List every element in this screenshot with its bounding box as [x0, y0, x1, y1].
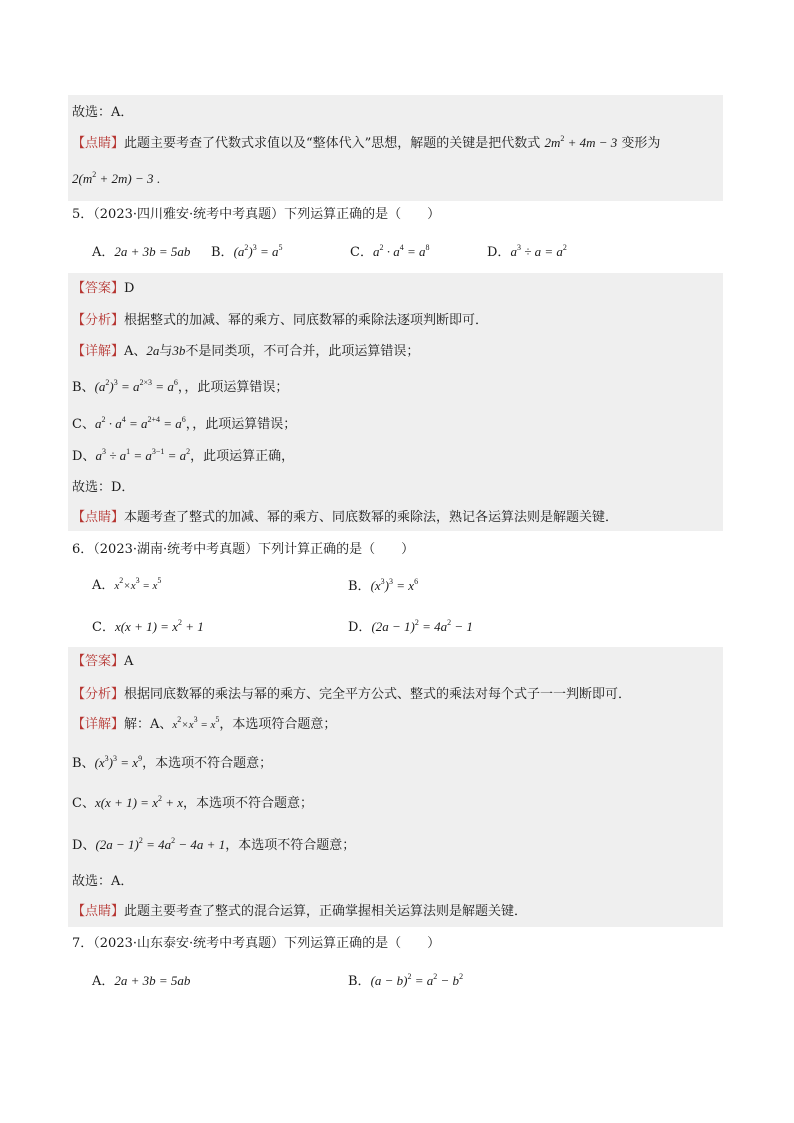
q6-guxuan: 故选：A． [72, 874, 134, 889]
q4-dianjing-suffix: 变形为 [621, 136, 661, 151]
analysis-tag: 【分析】 [72, 687, 125, 702]
q7-option-b: B．$(a - b)^2 = a^2 - b^2$ [348, 972, 464, 989]
q5-dianjing: 【点睛】本题考查了整式的加减、幂的乘方、同底数幂的乘除法，熟记各运算法则是解题关键． [72, 510, 619, 525]
q6-detail-b: B、$(x^3)^3 = x^9$，本选项不符合题意； [72, 754, 273, 771]
q5-option-d: D．$a^3 \div a = a^2$ [487, 243, 567, 260]
q5-answer: 【答案】D [72, 281, 135, 296]
q5-detail-c: C、$a^2 \cdot a^4 = a^{2+4} = a^6$，，此项运算错误； [72, 415, 297, 432]
q6-stem: 6．（2023·湖南·统考中考真题）下列计算正确的是（ ） [72, 542, 415, 557]
dianjing-tag: 【点睛】 [72, 510, 125, 525]
q6-detail-a: 【详解】解：A、$x^2\times x^3 = x^5$，本选项符合题意； [72, 715, 337, 732]
q7-option-a: A．2a + 3b = 5ab [92, 973, 191, 989]
q4-guxuan: 故选：A． [72, 105, 134, 120]
q6-analysis: 【分析】根据同底数幂的乘法与幂的乘方、完全平方公式、整式的乘法对每个式子一一判断即可． [72, 687, 632, 702]
q5-guxuan: 故选：D． [72, 480, 135, 495]
q6-option-b: B．$(x^3)^3 = x^6$ [348, 577, 419, 594]
q6-option-c: C．$x(x + 1) = x^2 + 1$ [92, 618, 204, 635]
q6-answer: 【答案】A [72, 654, 134, 669]
dianjing-tag: 【点睛】 [72, 904, 125, 919]
analysis-tag: 【分析】 [72, 313, 125, 328]
q6-detail-d: D、$(2a - 1)^2 = 4a^2 - 4a + 1$，本选项不符合题意； [72, 836, 356, 853]
q4-dianjing [72, 134, 660, 153]
detail-tag: 【详解】 [72, 344, 125, 359]
q4-dianjing-text: 此题主要考查了代数式求值以及“整体代入”思想，解题的关键是把代数式 [124, 136, 541, 151]
q5-detail-b: B、$(a^2)^3 = a^{2\times 3} = a^6$，，此项运算错误； [72, 378, 289, 395]
q5-option-a: A．2a + 3b = 5ab [92, 244, 191, 260]
q6-detail-c: C、$x(x + 1) = x^2 + x$，本选项不符合题意； [72, 794, 314, 811]
q6-option-d: D．$(2a - 1)^2 = 4a^2 - 1$ [348, 618, 473, 635]
q5-option-b: B．$(a^2)^3 = a^5$ [211, 243, 283, 260]
q7-stem: 7．（2023·山东泰安·统考中考真题）下列运算正确的是（ ） [72, 936, 441, 951]
dianjing-tag: 【点睛】 [72, 136, 125, 151]
q5-option-c: C．$a^2 \cdot a^4 = a^8$ [350, 243, 430, 260]
answer-tag: 【答案】 [72, 654, 125, 669]
q5-detail-a: 【详解】A、2a与3b不是同类项，不可合并，此项运算错误； [72, 343, 420, 359]
answer-tag: 【答案】 [72, 281, 125, 296]
q5-detail-d: D、$a^3 \div a^1 = a^{3-1} = a^2$，此项运算正确， [72, 447, 295, 464]
q6-option-a: A．$x^2\times x^3 = x^5$ [92, 576, 162, 593]
q4-expression-result: $2(m^2 + 2m) - 3$ . [72, 170, 160, 186]
detail-tag: 【详解】 [72, 717, 125, 732]
q6-dianjing: 【点睛】此题主要考查了整式的混合运算，正确掌握相关运算法则是解题关键． [72, 904, 528, 919]
q5-stem: 5．（2023·四川雅安·统考中考真题）下列运算正确的是（ ） [72, 207, 441, 222]
q4-expression: $2m^2 + 4m - 3$ [544, 134, 618, 150]
q5-analysis: 【分析】根据整式的加减、幂的乘方、同底数幂的乘除法逐项判断即可． [72, 313, 489, 328]
